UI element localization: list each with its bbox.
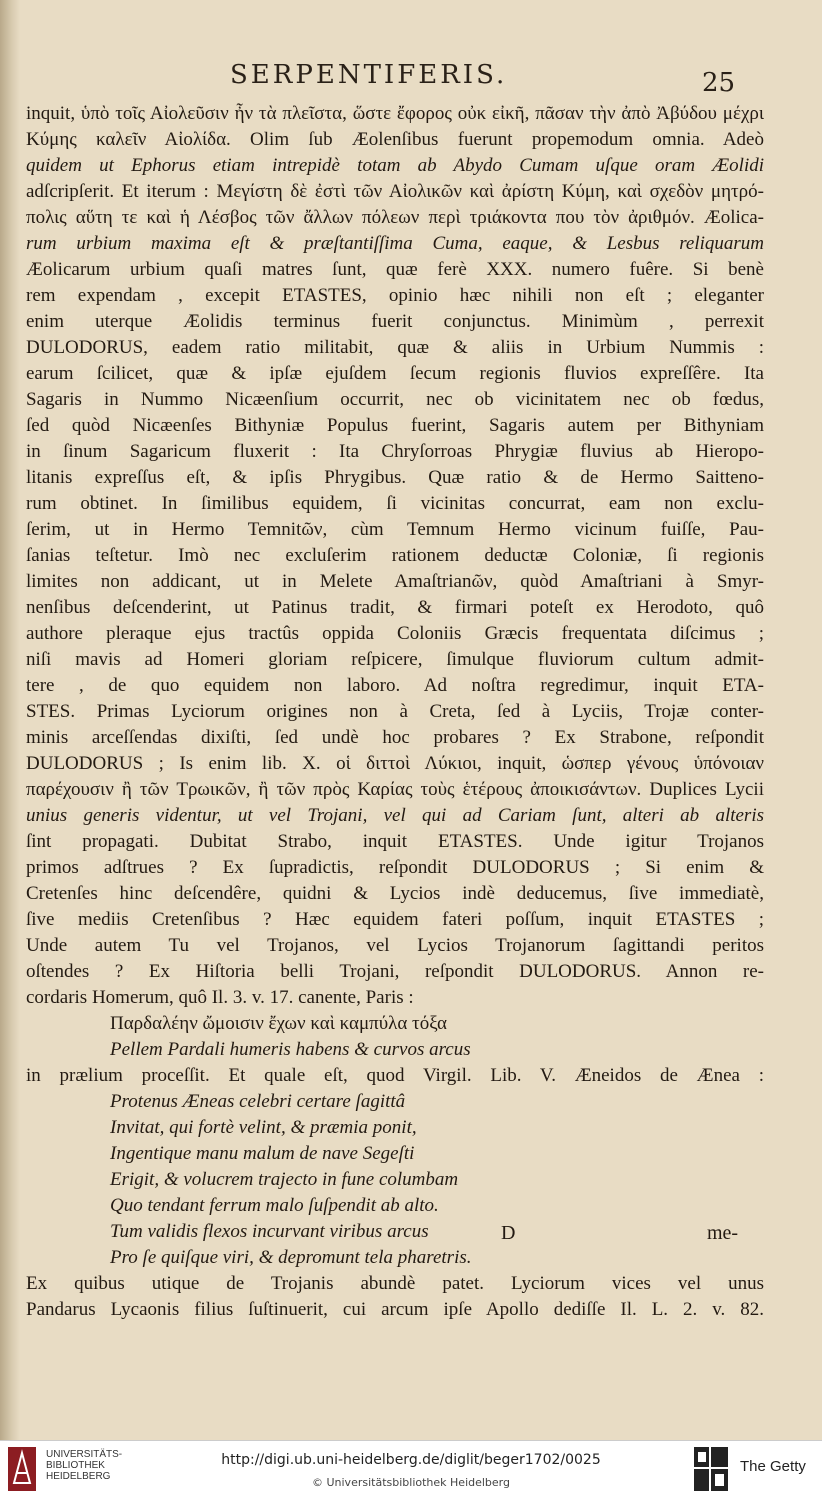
transition-line: in prælium proceſſit. Et quale eſt, quod Virgil. Lib. V. Æneidos de Ænea : <box>26 1065 764 1086</box>
body-line: rem expendam , excepit ETASTES, opinio hæc nihili non eſt ; eleganter <box>26 285 764 306</box>
signature-mark: D <box>501 1222 516 1244</box>
body-line: ſive mediis Cretenſibus ? Hæc equidem fateri poſſum, inquit ETASTES ; <box>26 909 764 930</box>
homer-latin-verse: Pellem Pardali humeris habens & curvos arcus <box>110 1039 471 1060</box>
page-header <box>0 60 822 100</box>
body-line: adſcripſerit. Et iterum : Μεγίστη δὲ ἐστὶ τῶν Αἰολικῶν καὶ ἀρίστη Κύμη, καὶ σχεδὸν μητρό- <box>26 181 764 202</box>
body-line: Cretenſes hinc deſcendêre, quidni & Lycios indè deducemus, ſive immediatè, <box>26 883 764 904</box>
library-name-line: BIBLIOTHEK <box>46 1460 105 1471</box>
body-line: παρέχουσιν ἢ τῶν Τρωικῶν, ἢ τῶν πρὸς Καρίας τοὺς ἑτέρους ἀποικισάντων. Duplices Lycii <box>26 779 764 800</box>
closing-line: Ex quibus utique de Trojanis abundè patet. Lyciorum vices vel unus <box>26 1273 764 1294</box>
running-head: SERPENTIFERIS. <box>230 60 508 90</box>
body-line: rum obtinet. In ſimilibus equidem, ſi vicinitas concurrat, eam non exclu- <box>26 493 764 514</box>
body-line: tere , de quo equidem non laboro. Ad noſtra regredimur, inquit ETA- <box>26 675 764 696</box>
library-name-line: HEIDELBERG <box>46 1471 111 1482</box>
body-line: STES. Primas Lyciorum origines non à Creta, ſed à Lyciis, Trojæ conter- <box>26 701 764 722</box>
body-line: litanis expreſſus eſt, & ipſis Phrygibus. Quæ ratio & de Hermo Saitteno- <box>26 467 764 488</box>
body-line: Æolicarum urbium quaſi matres ſunt, quæ ferè XXX. numero fuêre. Si benè <box>26 259 764 280</box>
getty-logo-icon <box>694 1447 728 1491</box>
body-line: in ſinum Sagaricum fluxerit : Ita Chryſorroas Phrygiæ fluvius ab Hieropo- <box>26 441 764 462</box>
body-line: minis arceſſendas dixiſti, ſed undè hoc probares ? Ex Strabone, reſpondit <box>26 727 764 748</box>
copyright-notice: © Universitätsbibliothek Heidelberg <box>311 1476 510 1489</box>
body-line: DULODORUS ; Is enim lib. X. οἱ διττοὶ Λύκιοι, inquit, ὡσπερ γένους ὑπόνοιαν <box>26 753 764 774</box>
viewer-footer <box>0 1440 822 1500</box>
body-line: cordaris Homerum, quô Il. 3. v. 17. canente, Paris : <box>26 987 414 1008</box>
body-line: πολις αὕτη τε καὶ ἡ Λέσβος τῶν ἄλλων πόλεων περὶ τριάκοντα που τὸν ἀριθμόν. Æolica- <box>26 207 764 228</box>
virgil-verse: Protenus Æneas celebri certare ſagittâ <box>110 1091 406 1112</box>
body-line: nenſibus deſcenderint, ut Patinus tradit, & firmari poteſt ex Herodoto, quô <box>26 597 764 618</box>
virgil-verse: Quo tendant ferrum malo ſuſpendit ab alto. <box>110 1195 439 1216</box>
getty-name: The Getty <box>740 1458 806 1475</box>
body-line: inquit, ὑπὸ τοῖς Αἰολεῦσιν ἦν τὰ πλεῖστα, ὥστε ἔφορος οὐκ εἰκῆ, πᾶσαν τὴν ἀπὸ Ἀβύδου μέχρι <box>26 103 764 124</box>
body-line: authore pleraque ejus tractûs oppida Coloniis Græcis frequentata diſcimus ; <box>26 623 764 644</box>
virgil-verse: Invitat, qui fortè velint, & præmia ponit, <box>110 1117 417 1138</box>
body-line: primos adſtrues ? Ex ſupradictis, reſpondit DULODORUS ; Si enim & <box>26 857 764 878</box>
virgil-verse: Ingentique manu malum de nave Segeſti <box>110 1143 415 1164</box>
closing-line: Pandarus Lycaonis filius ſuſtinuerit, cui arcum ipſe Apollo dediſſe Il. L. 2. v. 82. <box>26 1299 764 1320</box>
page-binding-shadow <box>0 0 20 1440</box>
body-line: ſanias teſtetur. Imò nec excluſerim rationem deductæ Coloniæ, ſi regionis <box>26 545 764 566</box>
homer-greek-verse: Παρδαλέην ὤμοισιν ἔχων καὶ καμπύλα τόξα <box>110 1013 447 1034</box>
body-line: quidem ut Ephorus etiam intrepidè totam ab Abydo Cumam uſque oram Æolidi <box>26 155 764 176</box>
body-line: Sagaris in Nummo Nicæenſium occurrit, nec ob vicinitatem nec ob fœdus, <box>26 389 764 410</box>
body-line: rum urbium maxima eſt & præſtantiſſima Cuma, eaque, & Lesbus reliquarum <box>26 233 764 254</box>
signature-line <box>501 1222 761 1248</box>
body-line: DULODORUS, eadem ratio militabit, quæ & aliis in Urbium Nummis : <box>26 337 764 358</box>
virgil-verse: Erigit, & volucrem trajecto in fune columbam <box>110 1169 459 1190</box>
body-line: ſint propagati. Dubitat Strabo, inquit ETASTES. Unde igitur Trojanos <box>26 831 764 852</box>
body-line: Κύμης καλεῖν Αἰολίδα. Olim ſub Æolenſibus fuerunt propemodum omnia. Adeò <box>26 129 764 150</box>
body-line: ſed quòd Nicæenſes Bithyniæ Populus fuerint, Sagaris autem per Bithyniam <box>26 415 764 436</box>
library-name-line: UNIVERSITÄTS- <box>46 1449 123 1460</box>
body-line: limites non addicant, ut in Melete Amaſtrianῶν, quòd Amaſtriani à Smyr- <box>26 571 764 592</box>
body-line: unius generis videntur, ut vel Trojani, vel qui ad Cariam ſunt, alteri ab alteris <box>26 805 764 826</box>
body-line: enim uterque Æolidis terminus fuerit conjunctus. Minimùm , perrexit <box>26 311 764 332</box>
body-line: ſerim, ut in Hermo Temnitῶν, cùm Temnum Hermo vicinum fuiſſe, Pau- <box>26 519 764 540</box>
catchword: me- <box>707 1222 739 1244</box>
body-line: niſi mavis ad Homeri gloriam reſpicere, ſimulque fluviorum cultum admit- <box>26 649 764 670</box>
page-number: 25 <box>702 68 736 98</box>
source-url-link[interactable]: http://digi.ub.uni-heidelberg.de/diglit/beger1702/0025 <box>221 1452 601 1468</box>
virgil-verse: Pro ſe quiſque viri, & depromunt tela pharetris. <box>110 1247 472 1268</box>
body-line: earum ſcilicet, quæ & ipſæ ejuſdem ſecum regionis fluvios expreſſêre. Ita <box>26 363 764 384</box>
text-block <box>26 101 764 1323</box>
body-line: oſtendes ? Ex Hiſtoria belli Trojani, reſpondit DULODORUS. Annon re- <box>26 961 764 982</box>
virgil-verse: Tum validis flexos incurvant viribus arcus <box>110 1221 429 1242</box>
body-line: Unde autem Tu vel Trojanos, vel Lycios Trojanorum ſagittandi peritos <box>26 935 764 956</box>
